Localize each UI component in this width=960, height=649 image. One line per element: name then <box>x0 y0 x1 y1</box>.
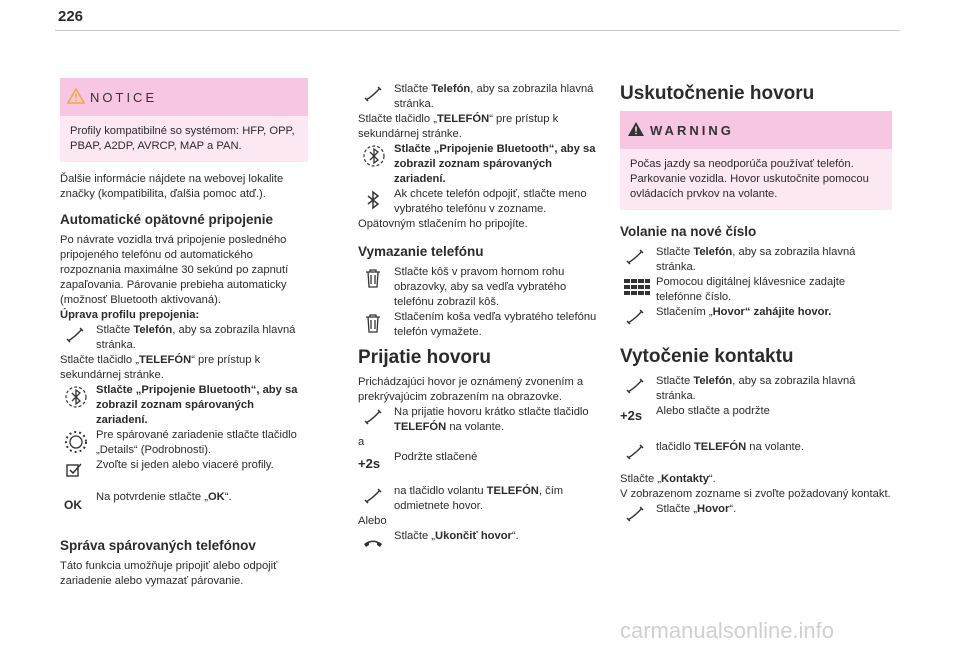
step-press-call: Stlačte „Hovor“. <box>620 502 892 530</box>
phone-icon <box>362 84 386 108</box>
bluetooth-settings-icon <box>362 144 386 168</box>
heading-new-number: Volanie na nové číslo <box>620 224 757 239</box>
notice-box <box>60 78 308 162</box>
phone-icon <box>362 486 386 510</box>
bluetooth-icon <box>362 189 386 213</box>
and-text: a <box>358 436 365 448</box>
hang-up-icon <box>362 531 386 555</box>
warning-text: Počas jazdy sa neodporúča používať telefón. Parkovanie vozidla. Hovor uskutočnite pomocou ovládacích prvkov na volante. <box>630 158 869 200</box>
bluetooth-settings-icon <box>64 385 88 409</box>
warning-title: WARNING <box>650 122 734 138</box>
checkbox-edit-icon <box>64 460 88 484</box>
step-press-telefon-2: Stlačte tlačidlo „TELEFÓN“ pre prístup k sekundárnej stránke. <box>358 113 559 140</box>
step-select-profiles: Zvoľte si jeden alebo viaceré profily. <box>60 458 308 486</box>
choose-contact-text: V zobrazenom zozname si zvoľte požadovaný kontakt. <box>620 488 891 500</box>
step-trash-2: Stlačením koša vedľa vybratého telefónu telefón vymažete. <box>358 310 606 340</box>
column-3 <box>620 82 892 530</box>
heading-dial-contact: Vytočenie kontaktu <box>620 346 794 367</box>
notice-text: Profily kompatibilné so systémom: HFP, OPP, PBAP, A2DP, AVRCP, MAP a PAN. <box>70 125 295 152</box>
step-details: Pre spárované zariadenie stlačte tlačidlo „Details“ (Podrobnosti). <box>60 428 308 458</box>
step-end-call: Stlačte „Ukončiť hovor“. <box>358 529 606 557</box>
step-disconnect: Ak chcete telefón odpojiť, stlačte meno vybratého telefónu v zozname. <box>358 187 606 217</box>
heading-make-call: Uskutočnenie hovoru <box>620 83 815 104</box>
step-contact-hold: +2s Alebo stlačte a podržte <box>620 404 892 432</box>
heading-delete-phone: Vymazanie telefónu <box>358 244 484 259</box>
heading-receive-call: Prijatie hovoru <box>358 347 492 368</box>
step-keypad: Pomocou digitálnej klávesnice zadajte telefónne číslo. <box>620 275 892 305</box>
step-press-telefon-button: Stlačte tlačidlo „TELEFÓN“ pre prístup k sekundárnej stránke. <box>60 354 261 381</box>
phone-icon <box>624 442 648 466</box>
contacts-text: Stlačte „Kontakty“. <box>620 473 716 485</box>
column-2 <box>358 82 606 557</box>
step-answer: Na prijatie hovoru krátko stlačte tlačidlo TELEFÓN na volante. <box>358 405 606 435</box>
info-text: Ďalšie informácie nájdete na webovej lokalite značky (kompatibilita, ďalšia pomoc atď.). <box>60 173 284 200</box>
reconnect-text: Opätovným stlačením ho pripojíte. <box>358 218 528 230</box>
gear-icon <box>64 430 88 454</box>
phone-icon <box>362 407 386 431</box>
step-bluetooth-2: Stlačte „Pripojenie Bluetooth“, aby sa zobrazil zoznam spárovaných zariadení. <box>358 142 606 187</box>
step-start-call: Stlačením „Hovor“ zahájite hovor. <box>620 305 892 333</box>
phone-icon <box>624 376 648 400</box>
heading-auto-reconnect: Automatické opätovné pripojenie <box>60 212 274 227</box>
trash-icon <box>362 267 386 291</box>
warning-header <box>620 111 892 149</box>
warning-triangle-icon <box>627 121 645 137</box>
trash-icon <box>362 312 386 336</box>
warning-triangle-icon <box>67 88 85 104</box>
warning-box <box>620 111 892 210</box>
notice-title: NOTICE <box>90 89 158 105</box>
auto-reconnect-text: Po návrate vozidla trvá pripojenie posledného pripojeného telefónu od automatického rozpoznania maximálne 30 sekúnd po zapnutí zapaľovania. Párovanie prebieha automaticky (možnosť Bluetooth aktivovaná). <box>60 234 289 306</box>
step-press-phone: Stlačte Telefón, aby sa zobrazila hlavná stránka. <box>60 323 308 353</box>
phone-icon <box>624 504 648 528</box>
step-new-phone: Stlačte Telefón, aby sa zobrazila hlavná stránka. <box>620 245 892 275</box>
step-hold: +2s Podržte stlačené <box>358 450 606 478</box>
footer-watermark: carmanualsonline.info <box>620 618 835 643</box>
step-press-phone-2: Stlačte Telefón, aby sa zobrazila hlavná stránka. <box>358 82 606 112</box>
edit-profile-label: Úprava profilu prepojenia: <box>60 309 200 321</box>
column-1 <box>60 78 308 589</box>
keypad-icon <box>624 277 648 301</box>
step-bluetooth: Stlačte „Pripojenie Bluetooth“, aby sa zobrazil zoznam spárovaných zariadení. <box>60 383 308 428</box>
step-reject: na tlačidlo volantu TELEFÓN, čím odmietnete hovor. <box>358 484 606 514</box>
phone-icon <box>624 247 648 271</box>
ok-icon: OK <box>64 498 82 512</box>
step-contact-telefon: tlačidlo TELEFÓN na volante. <box>620 440 892 468</box>
step-contact-phone: Stlačte Telefón, aby sa zobrazila hlavná stránka. <box>620 374 892 404</box>
phone-icon <box>64 325 88 349</box>
header-divider <box>55 30 900 31</box>
hold-2s-icon: +2s <box>620 408 643 423</box>
receive-intro: Prichádzajúci hovor je oznámený zvonením a prekrývajúcim zobrazením na obrazovke. <box>358 376 584 403</box>
manage-text: Táto funkcia umožňuje pripojiť alebo odpojiť zariadenie alebo vymazať párovanie. <box>60 560 278 587</box>
page-number: 226 <box>58 8 84 25</box>
hold-2s-icon: +2s <box>358 456 381 471</box>
step-confirm-ok: OK Na potvrdenie stlačte „OK“. <box>60 490 308 518</box>
notice-header <box>60 78 308 116</box>
phone-icon <box>624 307 648 331</box>
step-trash-1: Stlačte kôš v pravom hornom rohu obrazovky, aby sa vedľa vybratého telefónu zobrazil kôš. <box>358 265 606 310</box>
heading-manage-paired: Správa spárovaných telefónov <box>60 538 256 553</box>
or-text: Alebo <box>358 515 387 527</box>
